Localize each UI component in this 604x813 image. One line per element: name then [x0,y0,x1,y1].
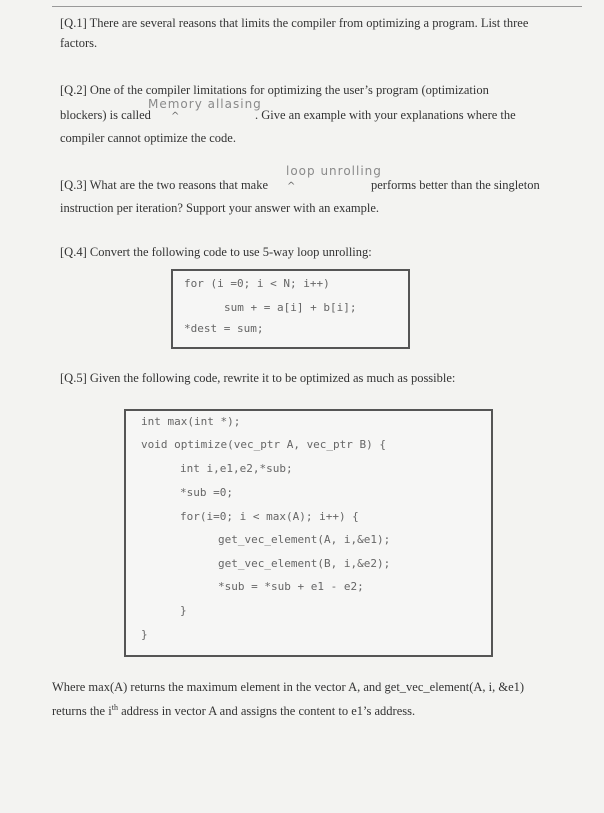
q5-code-line: int max(int *); [141,415,241,428]
q3-line1b: performs better than the singleton [371,178,540,192]
q3-line2: instruction per iteration? Support your answer with an example. [60,201,380,215]
q2-line2a: blockers) is called [60,108,151,122]
q5-code-line: for(i=0; i < max(A); i++) { [180,510,359,523]
q5-footer-line1: Where max(A) returns the maximum element in the vector A, and get_vec_element(A, i, &e1) [52,680,525,694]
top-rule [52,6,582,7]
q5-footer-line2a: returns the i [52,704,112,719]
q5-code-line: } [180,604,187,617]
q4-code-line: sum + = a[i] + b[i]; [224,301,357,314]
q5-code-line: get_vec_element(B, i,&e2); [218,557,391,570]
q2-line3: compiler cannot optimize the code. [60,131,236,145]
q5-code-line: *sub = *sub + e1 - e2; [218,580,364,593]
q2-line1: [Q.2] One of the compiler limitations for optimizing the user’s program (optimization [60,83,489,97]
q1-line2: factors. [60,36,98,50]
q4-prompt: [Q.4] Convert the following code to use 5-way loop unrolling: [60,245,372,259]
q5-footer-sup: th [111,703,118,712]
q5-prompt: [Q.5] Given the following code, rewrite it to be optimized as much as possible: [60,371,456,385]
q3-line1a: [Q.3] What are the two reasons that make [60,178,269,192]
q5-code-line: get_vec_element(A, i,&e1); [218,533,391,546]
q5-footer-line2 [52,703,415,719]
q5-code-line: } [141,628,148,641]
q4-code-line: for (i =0; i < N; i++) [184,277,330,290]
q3-handwritten-answer: loop unrolling [286,164,382,178]
q2-handwritten-answer: Memory allasing [148,97,262,111]
q2-line2b: . Give an example with your explanations where the [255,108,516,122]
q1-line1: [Q.1] There are several reasons that limits the compiler from optimizing a program. List three [60,16,529,30]
caret-icon: ^ [171,111,180,122]
q5-code-line: int i,e1,e2,*sub; [180,462,293,475]
q5-footer-line2b: address in vector A and assigns the content to e1’s address. [117,704,416,719]
q5-code-line: void optimize(vec_ptr A, vec_ptr B) { [141,438,387,451]
caret-icon: ^ [287,181,296,192]
q4-code-line: *dest = sum; [184,322,264,335]
q5-code-line: *sub =0; [180,486,233,499]
